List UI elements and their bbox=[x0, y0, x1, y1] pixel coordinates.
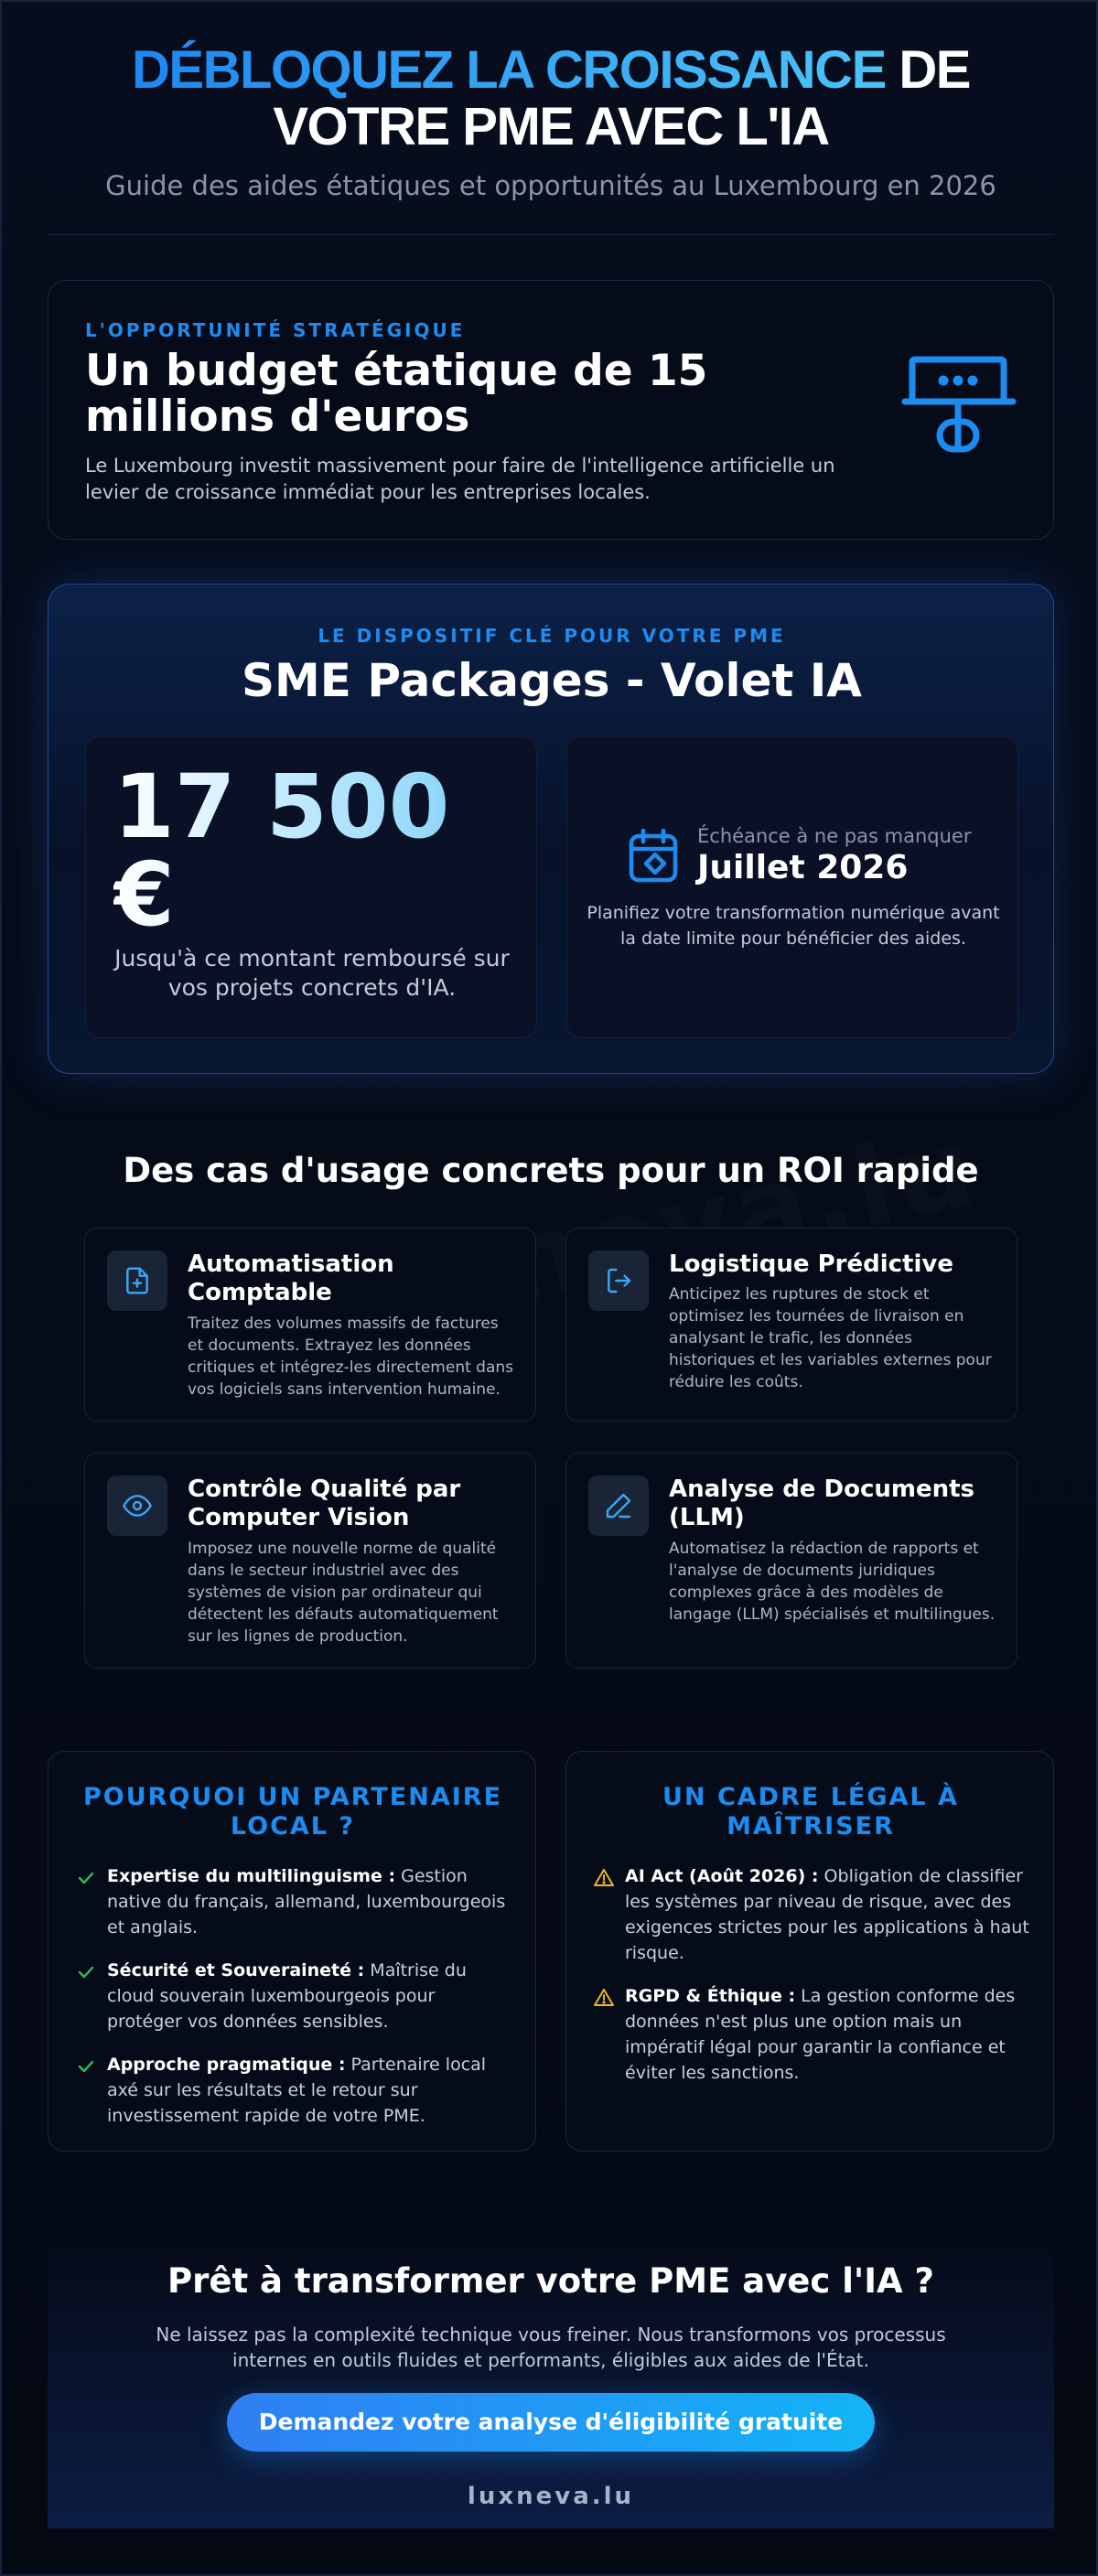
list-item-bold: RGPD & Éthique : bbox=[625, 1986, 796, 2006]
use-case-icon-box bbox=[107, 1476, 167, 1536]
sme-packages-card bbox=[48, 584, 1054, 1074]
use-case-icon-box bbox=[588, 1476, 649, 1536]
use-case-description: Traitez des volumes massifs de factures et documents. Extrayez les données critiques et intégrez-les directement dans vos logiciels sans intervention humaine. bbox=[188, 1315, 514, 1399]
use-case-title: Automatisation Comptable bbox=[188, 1250, 394, 1306]
list-item bbox=[76, 2052, 515, 2129]
use-case-description: Imposez une nouvelle norme de qualité dans le secteur industriel avec des systèmes de vision par ordinateur qui détectent les défauts automatiquement sur les lignes de production. bbox=[188, 1540, 499, 1646]
check-icon bbox=[76, 1962, 96, 1982]
header-divider bbox=[48, 234, 1054, 235]
list-item-text: La gestion conforme des données n'est plus une option mais un impératif légal pour garantir la confiance et éviter les sanctions. bbox=[625, 1986, 1016, 2083]
check-icon bbox=[76, 1868, 96, 1888]
presentation-icon bbox=[899, 354, 1018, 464]
deadline-value: Juillet 2026 bbox=[697, 849, 909, 886]
use-case-title: Logistique Prédictive bbox=[669, 1250, 953, 1278]
use-case-title: Analyse de Documents (LLM) bbox=[669, 1476, 975, 1531]
use-case-card bbox=[84, 1228, 536, 1422]
export-icon bbox=[604, 1266, 633, 1295]
use-case-title: Contrôle Qualité par Computer Vision bbox=[188, 1476, 461, 1531]
deadline-kicker: Échéance à ne pas manquer bbox=[697, 825, 972, 847]
list-item-text: Obligation de classifier les systèmes par niveau de risque, avec des exigences strictes pour les applications à haut risque. bbox=[625, 1866, 1029, 1963]
partner-title: POURQUOI UN PARTENAIRE LOCAL ? bbox=[82, 1783, 503, 1841]
list-item-bold: Sécurité et Souveraineté : bbox=[107, 1960, 365, 1980]
eligibility-button[interactable]: Demandez votre analyse d'éligibilité gratuite bbox=[227, 2393, 875, 2452]
use-case-description: Automatisez la rédaction de rapports et l'analyse de documents juridiques complexes grâce à des modèles de langage (LLM) spécialisés et multilingues. bbox=[669, 1540, 996, 1624]
file-plus-icon bbox=[123, 1266, 152, 1295]
list-item bbox=[76, 1863, 515, 1940]
use-case-icon-box bbox=[107, 1250, 167, 1311]
deadline-box bbox=[566, 736, 1018, 1038]
list-item-bold: AI Act (Août 2026) : bbox=[625, 1866, 819, 1886]
use-case-card bbox=[84, 1453, 536, 1669]
list-item-bold: Approche pragmatique : bbox=[107, 2055, 346, 2075]
list-item bbox=[594, 1983, 1033, 2086]
amount-caption: Jusqu'à ce montant remboursé sur vos projets concrets d'IA. bbox=[114, 945, 510, 1001]
warning-icon bbox=[594, 1868, 614, 1888]
partner-list bbox=[76, 1863, 515, 2146]
page-subtitle: Guide des aides étatiques et opportunités au Luxembourg en 2026 bbox=[105, 170, 996, 201]
use-case-card bbox=[565, 1453, 1017, 1669]
use-case-icon-box bbox=[588, 1250, 649, 1311]
list-item-text: Gestion native du français, allemand, luxembourgeois et anglais. bbox=[107, 1866, 506, 1937]
opportunity-card bbox=[48, 280, 1054, 540]
opportunity-title: Un budget étatique de 15 millions d'euros bbox=[85, 346, 708, 442]
cta-section bbox=[48, 2234, 1054, 2528]
opportunity-eyebrow: L'OPPORTUNITÉ STRATÉGIQUE bbox=[85, 319, 466, 341]
list-item bbox=[594, 1863, 1033, 1966]
sme-title: SME Packages - Volet IA bbox=[241, 654, 862, 707]
site-link[interactable]: luxneva.lu bbox=[467, 2483, 635, 2510]
list-item-text: Partenaire local axé sur les résultats et le retour sur investissement rapide de votre PME. bbox=[107, 2055, 487, 2126]
amount-value: 17 500 € bbox=[113, 763, 516, 939]
opportunity-description: Le Luxembourg investit massivement pour faire de l'intelligence artificielle un levier de croissance immédiat pour les entreprises locales. bbox=[85, 455, 835, 503]
sme-eyebrow: LE DISPOSITIF CLÉ POUR VOTRE PME bbox=[318, 625, 786, 647]
partner-card bbox=[48, 1751, 536, 2152]
list-item-text: Maîtrise du cloud souverain luxembourgeois pour protéger vos données sensibles. bbox=[107, 1960, 467, 2032]
amount-box bbox=[85, 736, 537, 1038]
warning-icon bbox=[594, 1988, 614, 2008]
use-case-description: Anticipez les ruptures de stock et optimisez les tournées de livraison en analysant le trafic, les données historiques et les variables externes pour réduire les coûts. bbox=[669, 1285, 992, 1391]
title-rest: DE bbox=[899, 40, 970, 100]
check-icon bbox=[76, 2056, 96, 2077]
legal-card bbox=[565, 1751, 1054, 2152]
page-title bbox=[2, 42, 1098, 156]
calendar-icon bbox=[628, 829, 679, 884]
title-accent: DÉBLOQUEZ LA CROISSANCE bbox=[132, 40, 886, 100]
list-item bbox=[76, 1958, 515, 2034]
list-item-bold: Expertise du multilinguisme : bbox=[107, 1866, 396, 1886]
deadline-description: Planifiez votre transformation numérique avant la date limite pour bénéficier des aides. bbox=[587, 903, 1000, 949]
pen-icon bbox=[604, 1491, 633, 1520]
title-line-2: VOTRE PME AVEC L'IA bbox=[273, 97, 829, 156]
eye-icon bbox=[123, 1491, 152, 1520]
legal-list bbox=[594, 1863, 1033, 2103]
legal-title: UN CADRE LÉGAL À MAÎTRISER bbox=[662, 1783, 959, 1841]
use-case-card bbox=[565, 1228, 1017, 1422]
cta-title: Prêt à transformer votre PME avec l'IA ? bbox=[167, 2261, 934, 2301]
use-cases-title: Des cas d'usage concrets pour un ROI rapide bbox=[123, 1151, 979, 1190]
cta-description: Ne laissez pas la complexité technique vous freiner. Nous transformons vos processus internes en outils fluides et performants, éligibles aux aides de l'État. bbox=[156, 2324, 946, 2371]
